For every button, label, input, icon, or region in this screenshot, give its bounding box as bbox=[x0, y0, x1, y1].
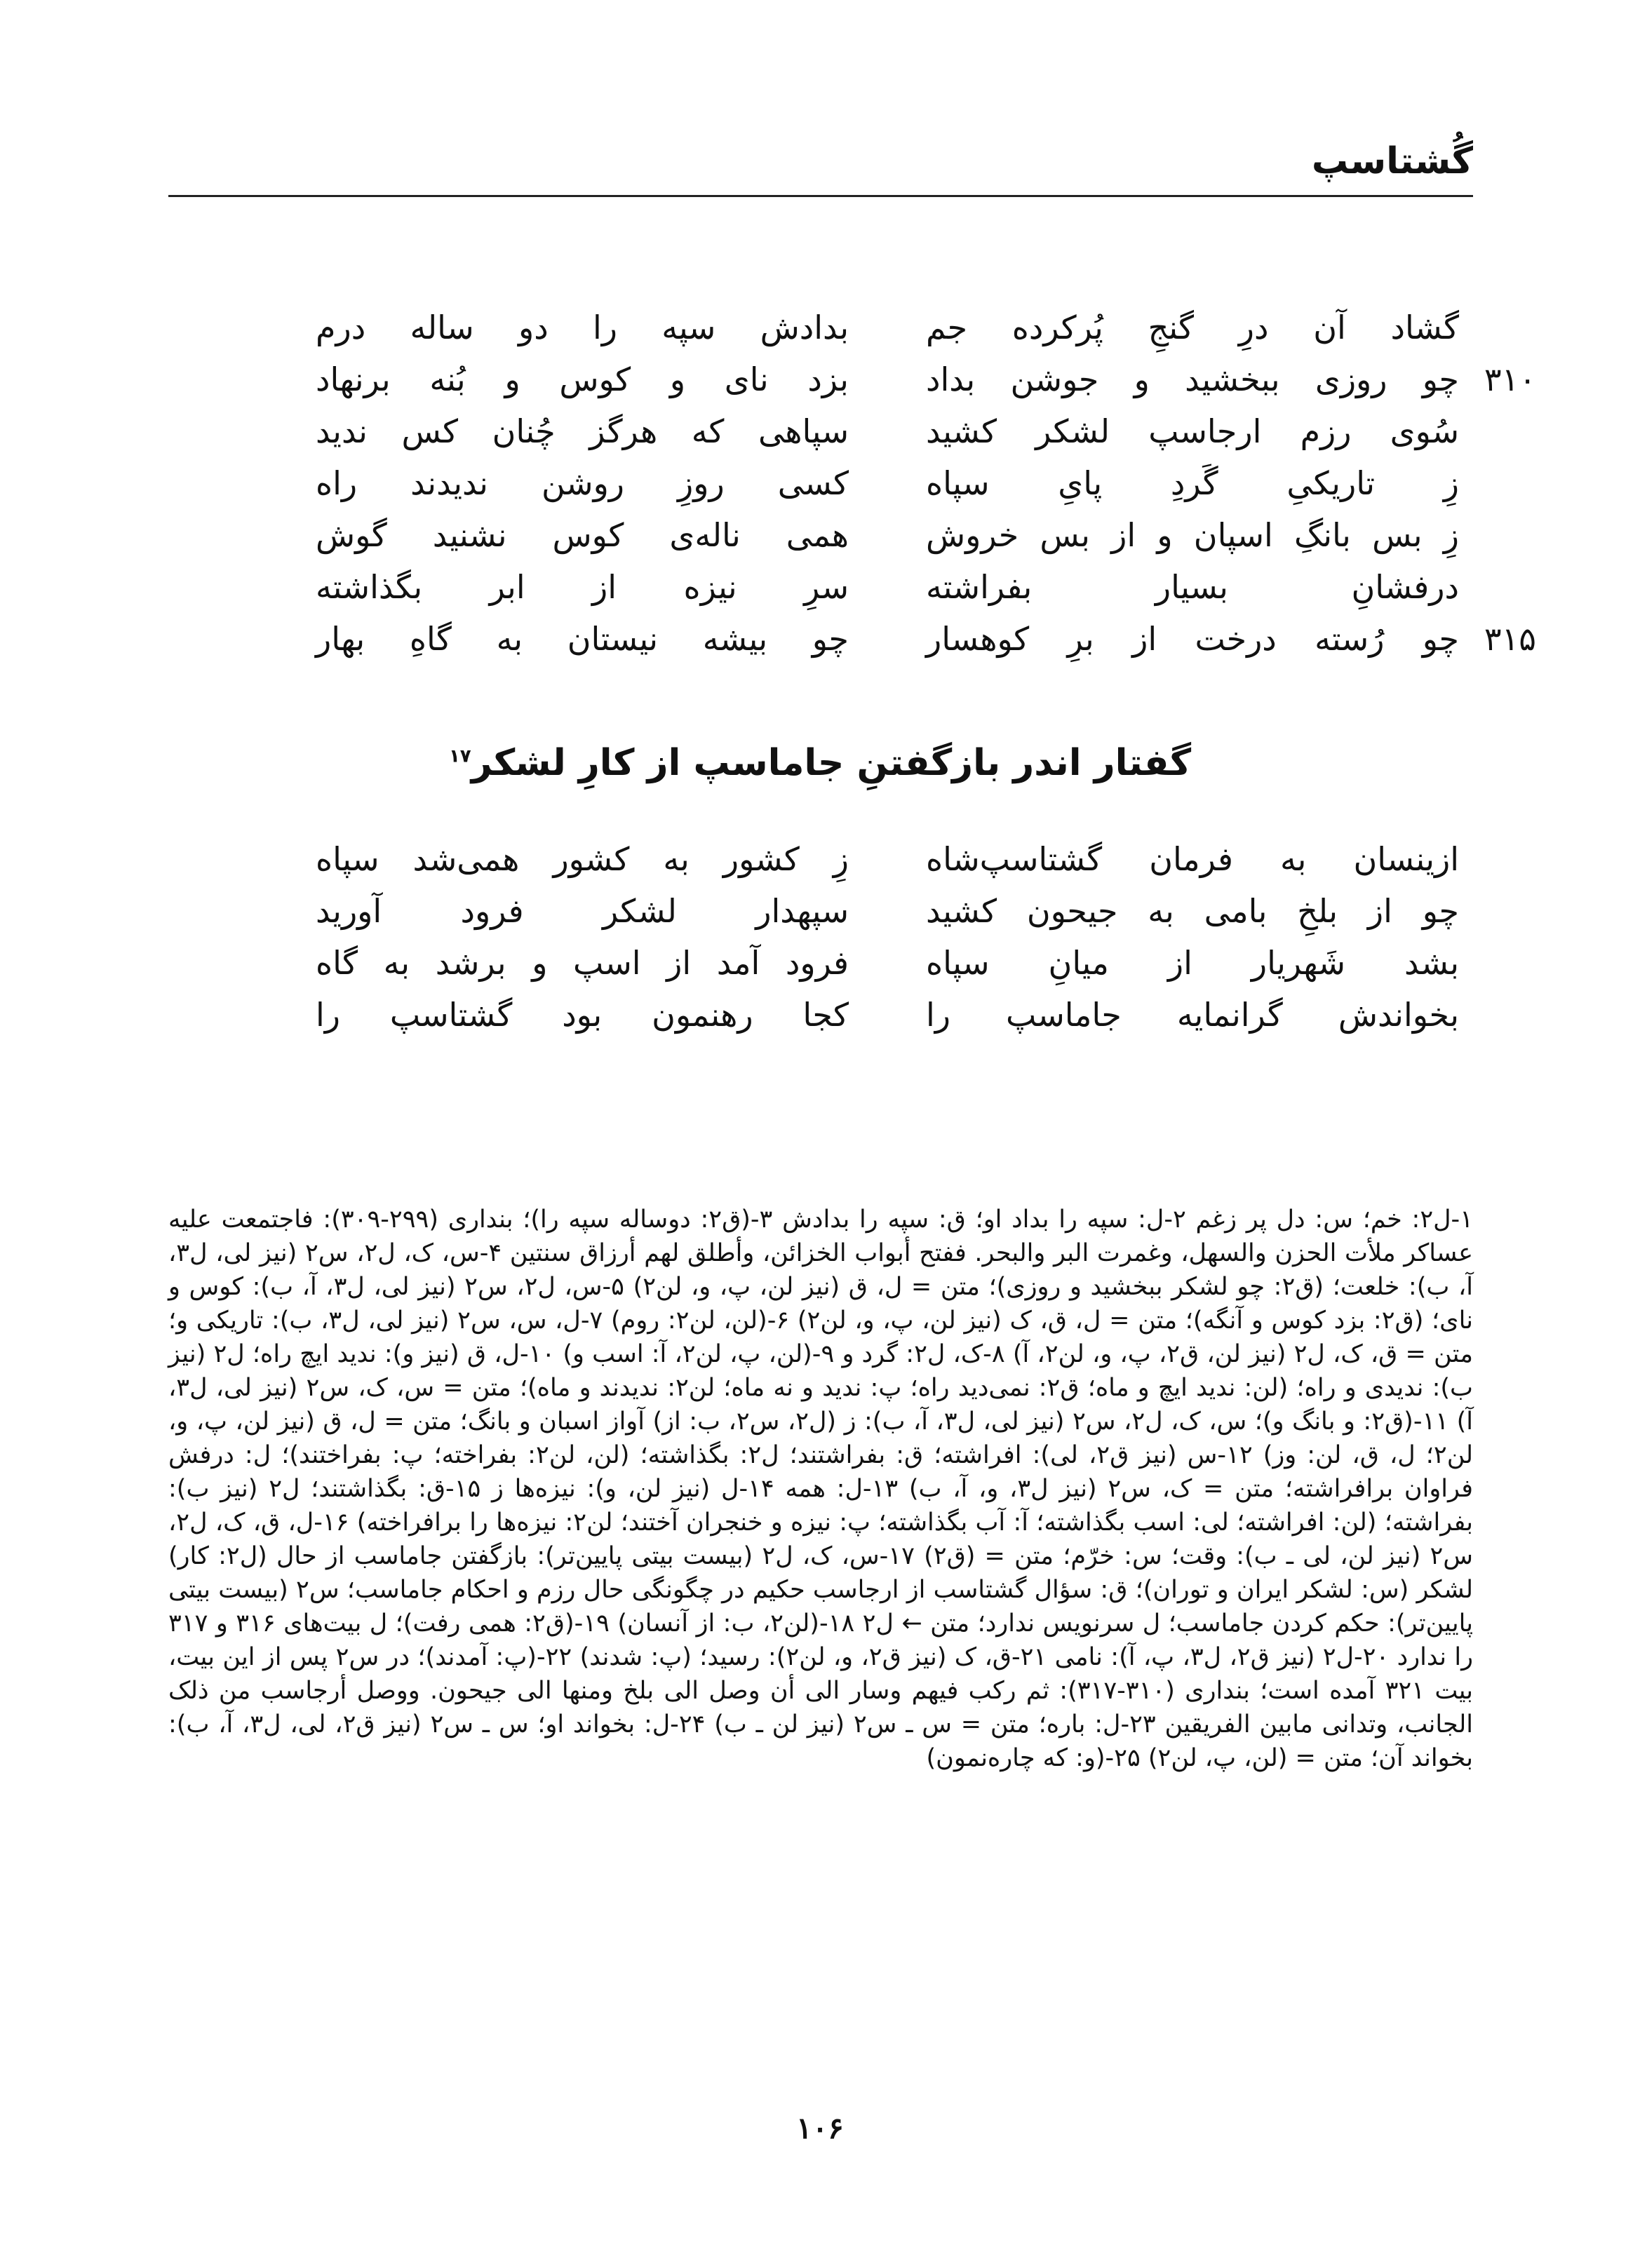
verse-number: ۳۱۵ bbox=[1484, 620, 1536, 658]
hemistich-right: سُوی رزم ارجاسپ لشکر کشید bbox=[926, 412, 1459, 450]
hemistich-right: گشاد آن درِ گنجِ پُرکرده جم bbox=[926, 309, 1459, 346]
verse-row bbox=[267, 885, 1459, 937]
hemistich-right: چو از بلخِ بامی به جیحون کشید bbox=[926, 892, 1459, 930]
verse-row bbox=[267, 509, 1459, 561]
verse-block-1 bbox=[267, 302, 1536, 665]
hemistich-right: زِ تاریکیِ گَردِ پایِ سپاه bbox=[926, 464, 1459, 502]
hemistich-right: بشد شَهریار از میانِ سپاه bbox=[926, 944, 1459, 982]
verse-row bbox=[267, 989, 1459, 1041]
hemistich-left: زِ کشور به کشور همی‌شد سپاه bbox=[316, 840, 849, 878]
running-head bbox=[168, 140, 1473, 197]
verse-row bbox=[267, 302, 1459, 353]
verse-row bbox=[267, 561, 1459, 613]
hemistich-left: کجا رهنمون بود گشتاسپ را bbox=[316, 996, 849, 1034]
hemistich-right: درفشانِ بسیار بفراشته bbox=[926, 568, 1459, 606]
section-heading bbox=[0, 742, 1640, 784]
hemistich-right: زِ بس بانگِ اسپان و از بس خروش bbox=[926, 516, 1459, 554]
section-heading-text: گفتار اندر بازگفتنِ جاماسپ از کارِ لشکر bbox=[471, 742, 1192, 784]
hemistich-left: بزد نای و کوس و بُنه برنهاد bbox=[316, 360, 849, 398]
hemistich-right: ازینسان به فرمان گشتاسپ‌شاه bbox=[926, 840, 1459, 878]
hemistich-left: همی ناله‌ی کوس نشنید گوش bbox=[316, 516, 849, 554]
page-number: ۱۰۶ bbox=[796, 2111, 844, 2145]
verse-number: ۳۱۰ bbox=[1484, 360, 1536, 398]
hemistich-right: چو رُسته درخت از برِ کوهسار ۳۱۵ bbox=[926, 613, 1459, 665]
verse-row bbox=[267, 937, 1459, 989]
footnotes bbox=[168, 1203, 1473, 1775]
hemistich-left: چو بیشه نیستان به گاهِ بهار bbox=[316, 620, 849, 658]
verse-row bbox=[267, 353, 1536, 405]
hemistich-left: فرود آمد از اسپ و برشد به گاه bbox=[316, 944, 849, 982]
footnotes-text: ۱-ل۲: خم؛ س: دل پر زغم ۲-ل: سپه را بداد او؛ ق: سپه را بدادش ۳-(ق۲: دوساله سپه را)؛ بنداری (۲۹۹-۳۰۹): فاجتمعت علیه عساکر ملأت الحزن والسهل، وغمرت البر والبحر. ففتح أبواب الخزائن، وأطلق لهم أرزاق سنتین ۴-س، ک، ل۲، س۲ (نیز لی، ل۳، آ، ب): خلعت؛ (ق۲: چو لشکر ببخشید و روزی)؛ متن = ل، ق (نیز لن، پ، و، لن۲) ۵-س، ل۲، س۲ (نیز لی، ل۳، آ، ب): کوس و نای؛ (ق۲: بزد کوس و آنگه)؛ متن = ل، ق، ک (نیز لن، پ، و، لن۲) ۶-(لن، لن۲: روم) ۷-ل، س، س۲ (نیز لی، ل۳، ب): تاریکی و؛ متن = ق، ک، ل۲ (نیز لن، ق۲، پ، و، لن۲، آ) ۸-ک، ل۲: گرد و ۹-(لن، پ، لن۲، آ: اسب و) ۱۰-ل، ق (نیز و): ندید ایچ راه؛ ل۲ (نیز ب): ندیدی و راه؛ (لن: ندید ایچ و ماه؛ ق۲: نمی‌دید راه؛ پ: ندید و نه ماه؛ لن۲: ندیدند و ماه)؛ متن = س، ک، س۲ (نیز لی، ل۳، آ) ۱۱-(ق۲: و بانگ و)؛ س، ک، ل۲، س۲ (نیز لی، ل۳، آ، ب): ز (ل۲، س۲، ب: از) آواز اسبان و بانگ؛ متن = ل، ق (نیز لن، پ، و، لن۲؛ ل، ق، لن: وز) ۱۲-س (نیز ق۲، لی): افراشته؛ ق: بفراشتند؛ ل۲: بگذاشته؛ (لن، لن۲: بفراخته؛ پ: بفراختند)؛ ل: درفش فراوان برافراشته؛ متن = ک، س۲ (نیز ل۳، و، آ، ب) ۱۳-ل: همه ۱۴-ل (نیز لن، و): نیزه‌ها ز ۱۵-ق: بگذاشتند؛ ل۲ (نیز ب): بفراشته؛ (لن: افراشته؛ لی: اسب بگذاشته؛ آ: آب بگذاشته؛ پ: نیزه و خنجران آختند؛ لن۲: نیزه‌ها را برافراخته) ۱۶-ل، ق، ک، ل۲، س۲ (نیز لن، لی ـ ب): وقت؛ س: خرّم؛ متن = (ق۲) ۱۷-س، ک، ل۲ (بیست بیتی پایین‌تر): بازگفتن جاماسب از حال (ل۲: کار) لشکر (س: لشکر ایران و توران)؛ ق: سؤال گشتاسب از ارجاسب حکیم در چگونگی حال رزم و احکام جاماسب؛ س۲ (بیست بیتی پایین‌تر): حکم کردن جاماسب؛ ل سرنویس ندارد؛ متن ← ل۲ ۱۸-(لن۲، ب: از آنسان) ۱۹-(ق۲: همی رفت)؛ ل بیت‌های ۳۱۶ و ۳۱۷ را ندارد ۲۰-ل۲ (نیز ق۲، ل۳، پ، آ): نامی ۲۱-ق، ک (نیز ق۲، و، لن۲): رسید؛ (پ: شدند) ۲۲-(پ: آمدند)؛ در س۲ پس از این بیت، بیت ۳۲۱ آمده است؛ بنداری (۳۱۰-۳۱۷): ثم رکب فیهم وسار الی أن وصل الی بلخ ومنها الی جیحون. ووصل أرجاسب من ذلک الجانب، وتدانی مابین الفریقین ۲۳-ل: باره؛ متن = س ـ س۲ (نیز لن ـ ب) ۲۴-ل: بخواند او؛ س ـ س۲ (نیز ق۲، لی، ل۳، آ، ب): بخواند آن؛ متن = (لن، پ، لن۲) ۲۵-(و: که چاره‌نمون) bbox=[168, 1206, 1474, 1772]
verse-row bbox=[267, 457, 1459, 509]
hemistich-right: چو روزی ببخشید و جوشن بداد ۳۱۰ bbox=[926, 353, 1459, 405]
hemistich-right: بخواندش گرانمایه جاماسپ را bbox=[926, 996, 1459, 1034]
section-heading-footnote-ref: ۱۷ bbox=[448, 745, 471, 767]
verse-row bbox=[267, 405, 1459, 457]
verse-row bbox=[267, 833, 1459, 885]
verse-block-2 bbox=[267, 833, 1459, 1041]
hemistich-left: سپهدار لشکر فرود آورید bbox=[316, 892, 849, 930]
verse-row bbox=[267, 613, 1536, 665]
hemistich-left: سپاهی که هرگز چُنان کس ندید bbox=[316, 412, 849, 450]
hemistich-left: کسی روزِ روشن ندیدند راه bbox=[316, 464, 849, 502]
hemistich-left: بدادش سپه را دو ساله درم bbox=[316, 309, 849, 346]
hemistich-left: سرِ نیزه از ابر بگذاشته bbox=[316, 568, 849, 606]
running-head-title: گُشتاسپ bbox=[1311, 140, 1473, 182]
